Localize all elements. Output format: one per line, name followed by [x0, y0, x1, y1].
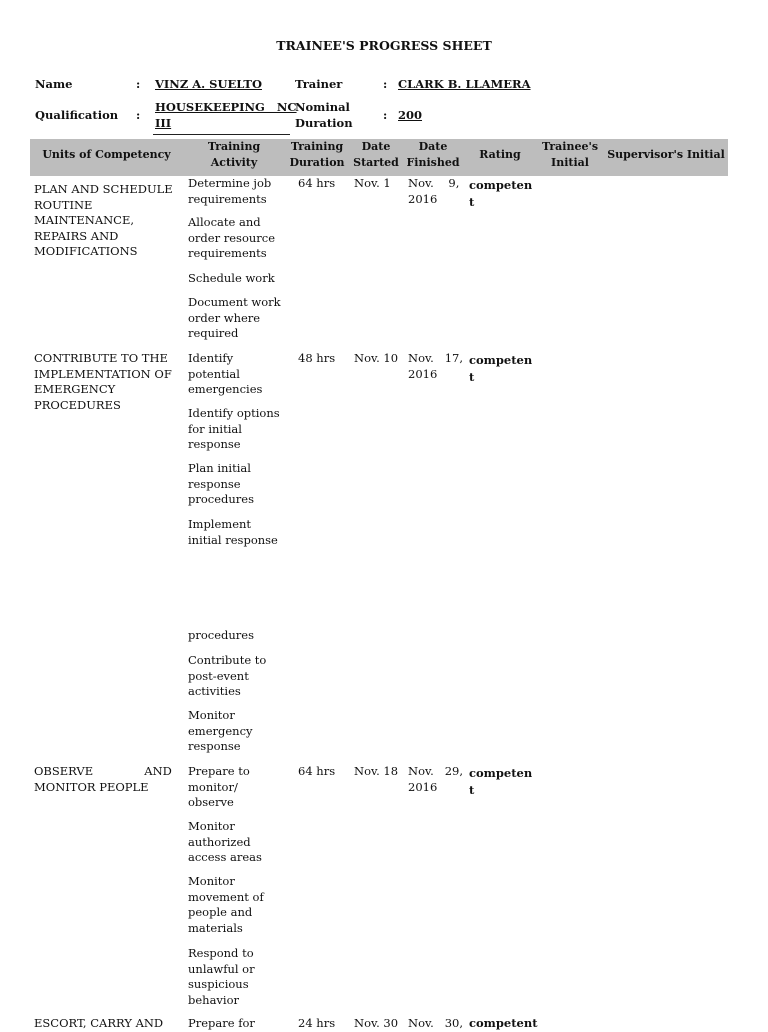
training-duration: 64 hrs — [298, 764, 336, 778]
trainer-label: Trainer — [295, 77, 343, 91]
training-activity: Identify potential emergencies — [188, 351, 263, 396]
nominal-duration-value: 200 — [398, 108, 423, 122]
rating: competent — [469, 1016, 538, 1030]
date-finished: Nov. 30, — [408, 1016, 464, 1030]
training-duration: 48 hrs — [298, 351, 336, 365]
col-date-started: Date Started — [353, 140, 399, 169]
date-started: Nov. 1 — [354, 176, 391, 190]
trainee-name: VINZ A. SUELTO — [155, 77, 262, 91]
training-activity: Implement initial response — [188, 517, 278, 547]
nominal-duration-colon: : — [383, 108, 388, 122]
training-activity: Monitor movement of people and materials — [188, 874, 264, 935]
date-started: Nov. 10 — [354, 351, 399, 365]
training-activity: procedures — [188, 628, 255, 642]
col-supervisors-initial: Supervisor's Initial — [607, 148, 725, 161]
col-date-finished: Date Finished — [406, 140, 460, 169]
unit-of-competency: CONTRIBUTE TO THE IMPLEMENTATION OF EMERGENCY PROCEDURES — [34, 351, 172, 412]
rating: competen t — [469, 353, 533, 384]
date-started: Nov. 30 — [354, 1016, 399, 1030]
qualification-underline — [153, 134, 290, 135]
training-activity: Prepare to monitor/ observe — [188, 764, 250, 809]
nominal-duration-label-line2: Duration — [295, 116, 353, 130]
page-title: TRAINEE'S PROGRESS SHEET — [276, 38, 492, 53]
date-finished: Nov. 29, 2016 — [408, 764, 464, 794]
name-label: Name — [35, 77, 73, 91]
trainer-name: CLARK B. LLAMERA — [398, 77, 531, 91]
rating: competen t — [469, 766, 533, 797]
training-activity: Monitor emergency response — [188, 708, 253, 753]
training-activity: Allocate and order resource requirements — [188, 215, 276, 260]
col-training-activity: Training Activity — [207, 140, 261, 169]
training-activity: Plan initial response procedures — [188, 461, 255, 506]
qualification-value-line2: III — [155, 116, 172, 130]
trainer-colon: : — [383, 77, 388, 91]
training-duration: 64 hrs — [298, 176, 336, 190]
nominal-duration-label-line1: Nominal — [295, 100, 350, 114]
date-finished: Nov. 9, 2016 — [408, 176, 460, 206]
training-activity: Schedule work — [188, 271, 275, 285]
qualification-colon: : — [136, 108, 141, 122]
unit-of-competency: PLAN AND SCHEDULE ROUTINE MAINTENANCE, REPAIRS AND MODIFICATIONS — [34, 182, 173, 258]
date-finished: Nov. 17, 2016 — [408, 351, 464, 381]
col-rating: Rating — [479, 148, 521, 161]
training-duration: 24 hrs — [298, 1016, 336, 1030]
col-units-of-competency: Units of Competency — [42, 148, 171, 161]
training-activity: Respond to unlawful or suspicious behavior — [188, 946, 255, 1007]
qualification-label: Qualification — [35, 108, 119, 122]
training-activity: Determine job requirements — [188, 176, 272, 206]
col-training-duration: Training Duration — [289, 140, 345, 169]
training-activity: Prepare for — [188, 1016, 255, 1030]
training-activity: Contribute to post-event activities — [188, 653, 267, 698]
qualification-value-line1: HOUSEKEEPING NC — [155, 100, 297, 114]
training-activity: Document work order where required — [188, 295, 281, 340]
rating: competen t — [469, 178, 533, 209]
date-started: Nov. 18 — [354, 764, 399, 778]
col-trainees-initial: Trainee's Initial — [541, 140, 599, 169]
unit-of-competency: ESCORT, CARRY AND — [34, 1016, 164, 1030]
unit-of-competency: OBSERVE AND MONITOR PEOPLE — [34, 764, 172, 794]
training-activity: Identify options for initial response — [188, 406, 280, 451]
training-activity: Monitor authorized access areas — [188, 819, 262, 864]
name-colon: : — [136, 77, 141, 91]
